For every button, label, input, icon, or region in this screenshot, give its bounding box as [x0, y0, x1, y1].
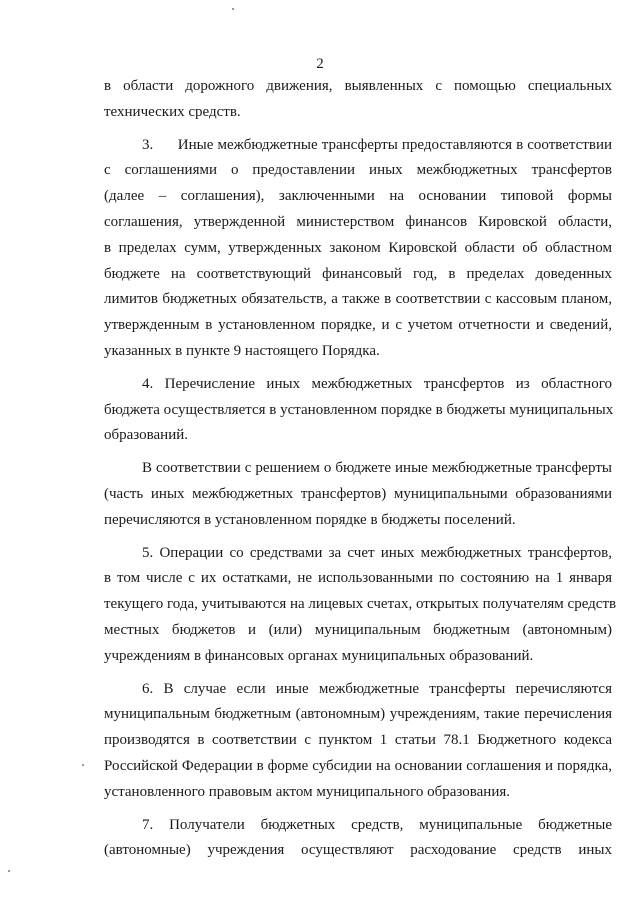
text-line: установленного правовым актом муниципального образования. [104, 783, 510, 800]
text-line: соглашения, утвержденной министерством финансов Кировской области, [104, 213, 612, 230]
scan-speck [232, 8, 234, 10]
text-line: технических средств. [104, 103, 241, 120]
scan-speck [82, 764, 84, 766]
text-line: Российской Федерации в форме субсидии на основании соглашения и порядка, [104, 757, 612, 774]
text-line: 6. В случае если иные межбюджетные трансферты перечисляются [142, 680, 612, 697]
paragraph-continuation [104, 74, 612, 126]
text-line: 3. Иные межбюджетные трансферты предоставляются в соответствии [142, 136, 612, 153]
text-line: 5. Операции со средствами за счет иных межбюджетных трансфертов, [142, 544, 612, 561]
text-line: производятся в соответствии с пунктом 1 статьи 78.1 Бюджетного кодекса [104, 732, 612, 749]
text-line: бюджете на соответствующий финансовый год, в пределах доведенных [104, 265, 612, 282]
text-line: перечисляются в установленном порядке в бюджеты поселений. [104, 511, 516, 528]
document-body [104, 74, 617, 864]
text-line: 4. Перечисление иных межбюджетных трансфертов из областного [142, 375, 612, 392]
text-line: (автономные) учреждения осуществляют расходование средств иных [104, 842, 612, 859]
text-line: лимитов бюджетных обязательств, а также в соответствии с кассовым планом, [104, 291, 612, 308]
text-line: (далее – соглашения), заключенными на основании типовой формы [104, 188, 612, 205]
text-line: в том числе с их остатками, не использованными по состоянию на 1 января [104, 570, 612, 587]
text-line: образований. [104, 427, 189, 444]
text-line: (часть иных межбюджетных трансфертов) муниципальными образованиями [104, 485, 612, 502]
paragraph-item-5 [104, 541, 617, 670]
text-line: текущего года, учитываются на лицевых счетах, открытых получателям средств [104, 596, 617, 613]
text-line: бюджета осуществляется в установленном порядке в бюджеты муниципальных [104, 401, 614, 418]
page-number: 2 [316, 56, 324, 72]
paragraph-item-7 [104, 813, 612, 865]
text-line: 7. Получатели бюджетных средств, муниципальные бюджетные [142, 816, 612, 833]
text-line: утвержденным в установленном порядке, и с учетом отчетности и сведений, [104, 317, 612, 334]
paragraph-budget-decision [104, 456, 612, 533]
text-line: муниципальным бюджетным (автономным) учреждениям, такие перечисления [104, 706, 612, 723]
text-line: указанных в пункте 9 настоящего Порядка. [104, 342, 380, 359]
text-line: В соответствии с решением о бюджете иные межбюджетные трансферты [142, 460, 612, 477]
text-line: местных бюджетов и (или) муниципальным бюджетным (автономным) [104, 621, 612, 638]
scan-speck [8, 870, 10, 872]
text-line: с соглашениями о предоставлении иных межбюджетных трансфертов [104, 162, 612, 179]
text-line: в области дорожного движения, выявленных с помощью специальных [104, 78, 612, 94]
text-line: учреждениям в финансовых органах муниципальных образований. [104, 647, 534, 664]
paragraph-item-3 [104, 133, 612, 365]
paragraph-item-4 [104, 372, 612, 449]
text-line: в пределах сумм, утвержденных законом Кировской области об областном [104, 239, 612, 256]
paragraph-item-6 [104, 677, 612, 806]
